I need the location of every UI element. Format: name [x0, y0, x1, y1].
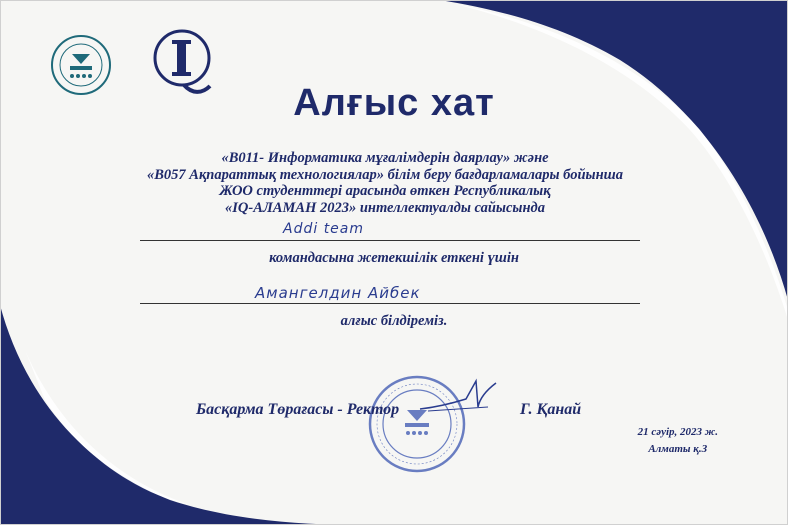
intro-line-2: «В057 Ақпараттық технологиялар» білім беру бағдарламалары бойынша	[146, 166, 623, 183]
issue-city: Алматы қ.З	[648, 443, 708, 455]
issue-date-block	[638, 424, 718, 458]
intro-line-1: «В011- Информатика мұғалімдерін даярлау» және	[221, 150, 549, 166]
signatory-role: Басқарма Төрағасы - Ректор	[196, 401, 400, 418]
issue-date: 21 сәуір, 2023 ж.	[637, 426, 718, 438]
signature	[418, 377, 498, 417]
team-caption: командасына жетекшілік еткені үшін	[269, 250, 519, 266]
gratitude-text: алғыс білдіреміз.	[340, 313, 448, 329]
certificate-title: Алғыс хат	[293, 82, 495, 124]
team-name-handwritten: Addi team	[283, 221, 365, 237]
signatory-name: Г. Қанай	[520, 401, 582, 418]
intro-text	[90, 150, 680, 216]
team-name-line	[140, 240, 640, 241]
person-name-handwritten: Амангелдин Айбек	[255, 284, 421, 302]
person-name-line	[140, 303, 640, 304]
intro-line-3: ЖОО студенттері арасында өткен Республикалық	[219, 183, 551, 199]
intro-line-4: «IQ-АЛАМАН 2023» интеллектуалды сайысында	[225, 199, 545, 216]
